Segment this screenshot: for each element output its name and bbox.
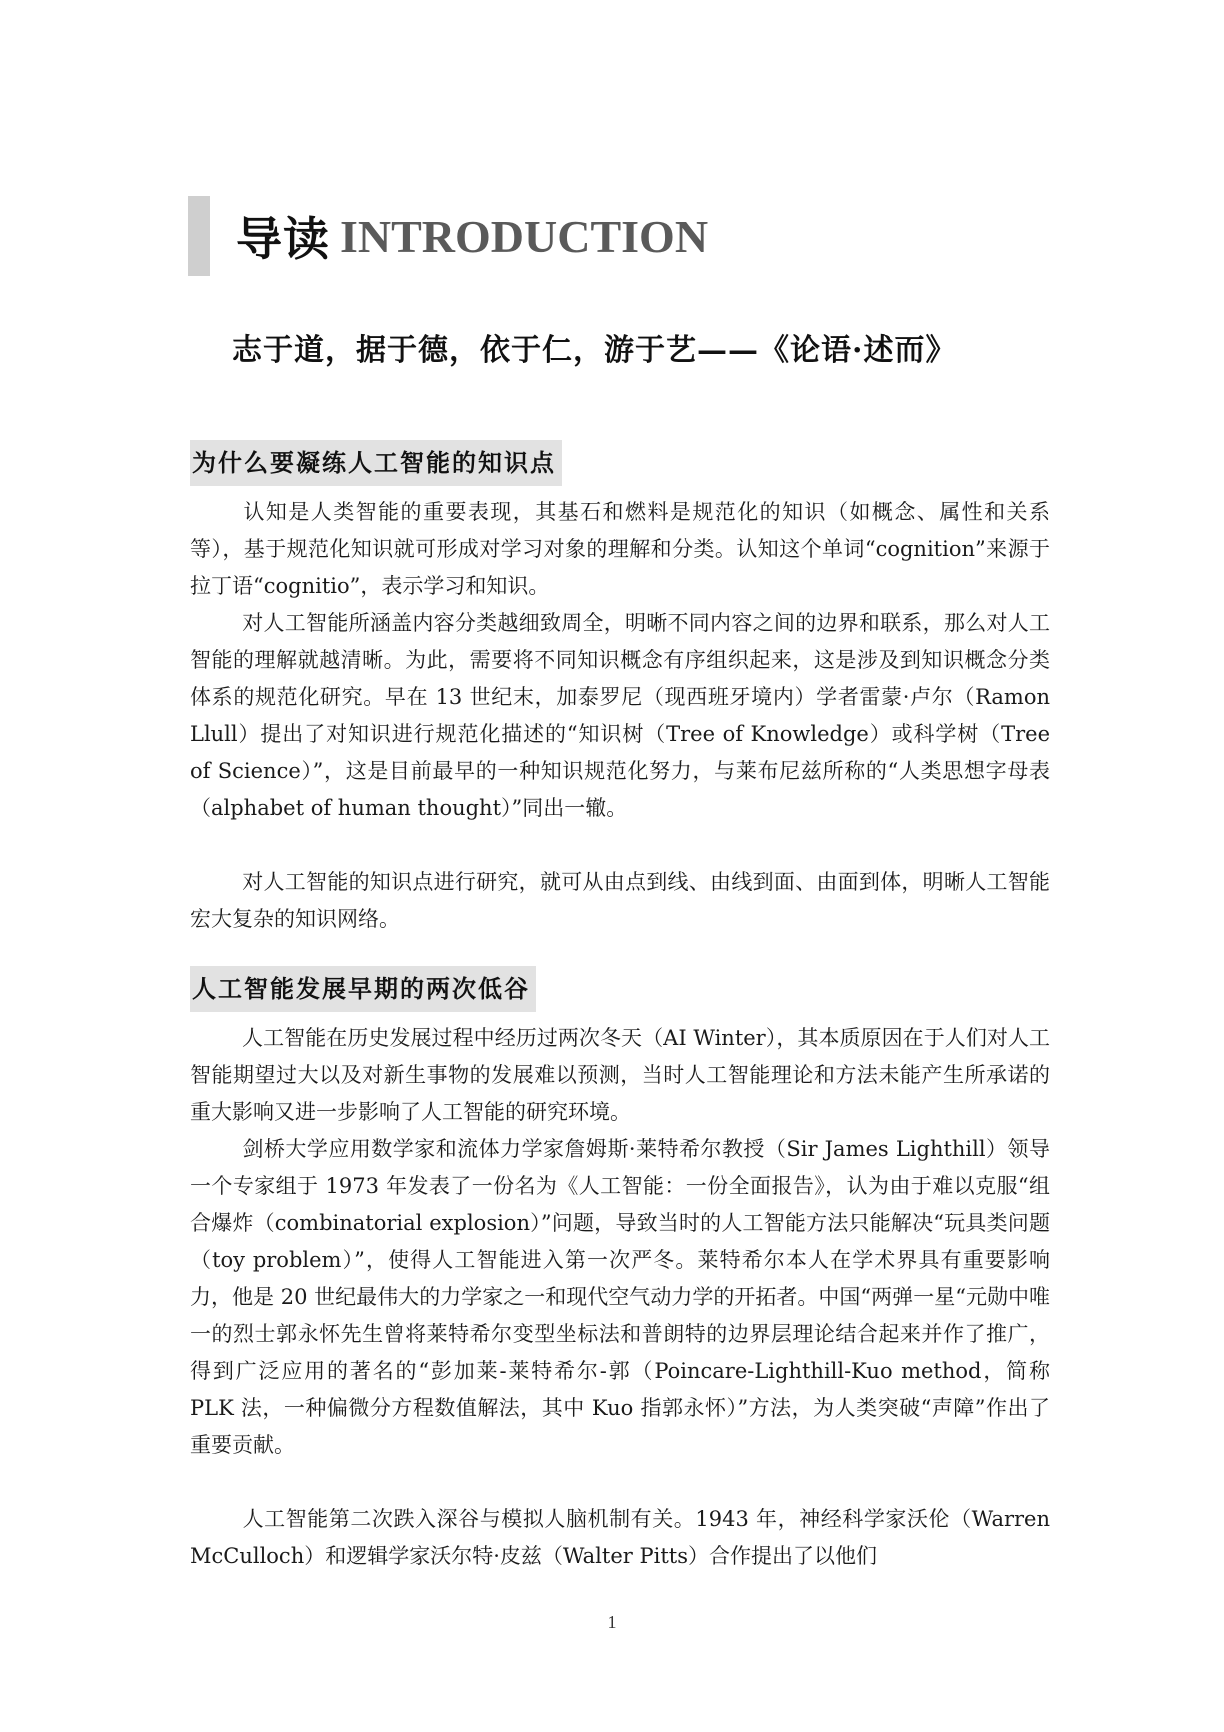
page-number: 1: [607, 1612, 617, 1632]
section-heading-1: 为什么要凝练人工智能的知识点: [190, 440, 562, 486]
section-1-paragraph-3: [190, 864, 1050, 938]
paragraph-text: 剑桥大学应用数学家和流体力学家詹姆斯·莱特希尔教授（Sir James Lighthill）领导一个专家组于 1973 年发表了一份名为《人工智能：一份全面报告》，认为由于难以克服“组合爆炸（combinatorial explosion）”问题，导致当时的人工智能方法只能解决“玩具类问题（toy problem）”，使得人工智能进入第一次严冬。莱特希尔本人在学术界具有重要影响力，他是 20 世纪最伟大的力学家之一和现代空气动力学的开拓者。中国“两弹一星“元勋中唯一的烈士郭永怀先生曾将莱特希尔变型坐标法和普朗特的边界层理论结合起来并作了推广，得到广泛应用的著名的“彭加莱-莱特希尔-郭（Poincare-Lighthill-Kuo method，简称 PLK 法，一种偏微分方程数值解法，其中 Kuo 指郭永怀）”方法，为人类突破“声障”作出了重要贡献。: [190, 1137, 1050, 1457]
section-1-paragraph-1: [190, 494, 1050, 605]
paragraph-text: 人工智能在历史发展过程中经历过两次冬天（AI Winter），其本质原因在于人们对人工智能期望过大以及对新生事物的发展难以预测，当时人工智能理论和方法未能产生所承诺的重大影响又进一步影响了人工智能的研究环境。: [190, 1026, 1050, 1124]
section-2-paragraph-2: [190, 1131, 1050, 1464]
header-accent-bar: [188, 196, 210, 276]
section-1-paragraph-2: [190, 605, 1050, 827]
paragraph-text: 人工智能第二次跌入深谷与模拟人脑机制有关。1943 年，神经科学家沃伦（Warren McCulloch）和逻辑学家沃尔特·皮兹（Walter Pitts）合作提出了以他们: [190, 1507, 1050, 1568]
introduction-header: [188, 196, 708, 276]
paragraph-text: 认知是人类智能的重要表现，其基石和燃料是规范化的知识（如概念、属性和关系等），基于规范化知识就可形成对学习对象的理解和分类。认知这个单词“cognition”来源于拉丁语“cognitio”，表示学习和知识。: [190, 500, 1050, 598]
paragraph-text: 对人工智能的知识点进行研究，就可从由点到线、由线到面、由面到体，明晰人工智能宏大复杂的知识网络。: [190, 870, 1050, 931]
section-heading-2: 人工智能发展早期的两次低谷: [190, 966, 536, 1012]
paragraph-text: 对人工智能所涵盖内容分类越细致周全，明晰不同内容之间的边界和联系，那么对人工智能的理解就越清晰。为此，需要将不同知识概念有序组织起来，这是涉及到知识概念分类体系的规范化研究。早在 13 世纪末，加泰罗尼（现西班牙境内）学者雷蒙·卢尔（Ramon Llull）提出了对知识进行规范化描述的“知识树（Tree of Knowledge）或科学树（Tree of Science）”，这是目前最早的一种知识规范化努力，与莱布尼兹所称的“人类思想字母表（alphabet of human thought）”同出一辙。: [190, 611, 1050, 820]
header-title-zh: 导读: [236, 212, 330, 266]
header-title-en: INTRODUCTION: [340, 210, 709, 262]
section-2-paragraph-1: [190, 1020, 1050, 1131]
epigraph-quote: 志于道，据于德，依于仁，游于艺——《论语·述而》: [232, 333, 957, 368]
section-2-paragraph-3: [190, 1501, 1050, 1575]
